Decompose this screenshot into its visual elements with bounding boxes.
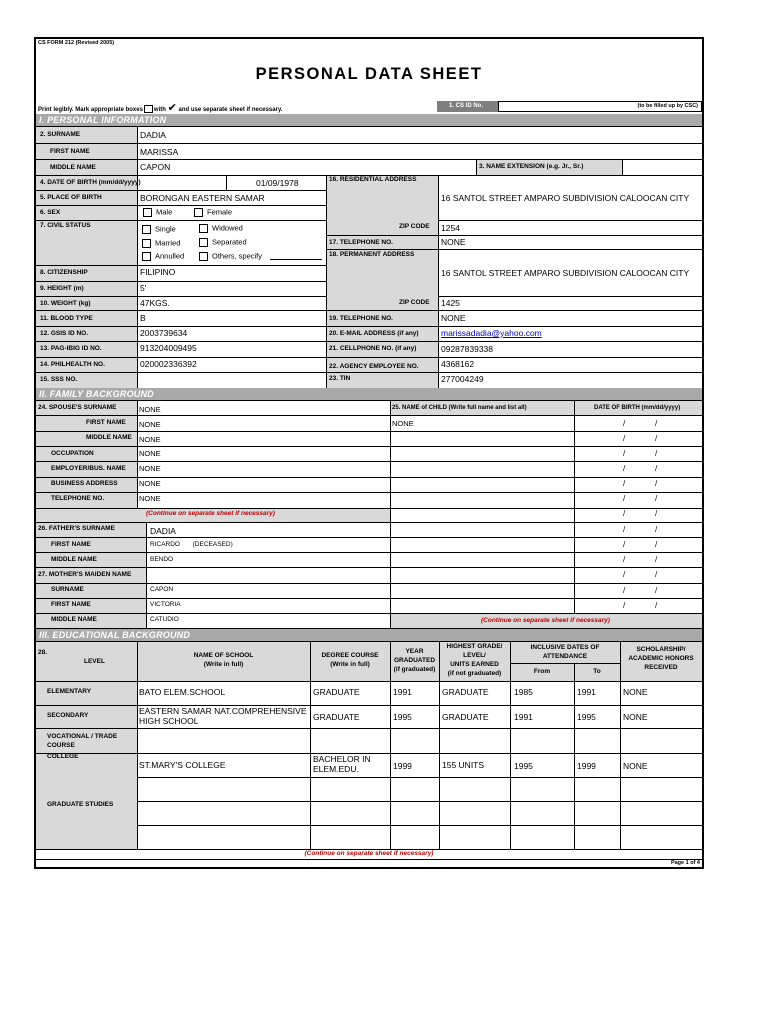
dob-slash: / bbox=[655, 479, 658, 488]
surname-field[interactable]: DADIA bbox=[140, 130, 166, 140]
dob-slash: / bbox=[623, 555, 626, 564]
dob-slash: / bbox=[623, 601, 626, 610]
spouse-middle-field[interactable]: NONE bbox=[139, 435, 161, 444]
dob-slash: / bbox=[623, 434, 626, 443]
checkbox-icon bbox=[142, 225, 151, 234]
dob-slash: / bbox=[623, 540, 626, 549]
dob-slash: / bbox=[623, 449, 626, 458]
elementary-to[interactable]: 1991 bbox=[577, 687, 596, 697]
pob-field[interactable]: BORONGAN EASTERN SAMAR bbox=[140, 193, 265, 203]
dob-slash: / bbox=[655, 586, 658, 595]
dob-slash: / bbox=[623, 479, 626, 488]
telephone1-label: 17. TELEPHONE NO. bbox=[329, 239, 393, 246]
dob-slash: / bbox=[623, 509, 626, 518]
section-education-title: III. EDUCATIONAL BACKGROUND bbox=[39, 630, 191, 640]
honors-header-2: ACADEMIC HONORS bbox=[628, 655, 694, 662]
child1-field[interactable]: NONE bbox=[392, 419, 414, 428]
spouse-surname-field[interactable]: NONE bbox=[139, 405, 161, 414]
dob-slash: / bbox=[623, 525, 626, 534]
dob-slash: / bbox=[655, 449, 658, 458]
res-zip-field[interactable]: 1254 bbox=[441, 223, 460, 233]
perm-zip-field[interactable]: 1425 bbox=[441, 298, 460, 308]
surname-label: 2. SURNAME bbox=[40, 131, 81, 138]
father-middle-field[interactable]: BENDO bbox=[150, 556, 174, 563]
csid-field[interactable] bbox=[498, 101, 702, 112]
civil-status-label: 7. CIVIL STATUS bbox=[40, 222, 91, 229]
secondary-to[interactable]: 1995 bbox=[577, 712, 596, 722]
section-family-header bbox=[36, 388, 702, 400]
checkmark-icon: ✔ bbox=[167, 102, 177, 114]
elementary-from[interactable]: 1985 bbox=[514, 687, 533, 697]
education-levels-bg bbox=[36, 681, 137, 849]
occupation-label: OCCUPATION bbox=[51, 450, 94, 457]
section-family-title: II. FAMILY BACKGROUND bbox=[39, 389, 154, 399]
year-header-2: GRADUATED bbox=[393, 657, 436, 664]
permanent-address-label: 18. PERMANENT ADDRESS bbox=[329, 251, 415, 258]
instructions-text-post: and use separate sheet if necessary. bbox=[178, 107, 283, 113]
dob-slash: / bbox=[655, 434, 658, 443]
occupation-field[interactable]: NONE bbox=[139, 449, 161, 458]
telephone2-field[interactable]: NONE bbox=[441, 313, 466, 323]
father-surname-label: 26. FATHER'S SURNAME bbox=[38, 525, 115, 532]
to-header: To bbox=[593, 668, 601, 675]
year-header: YEAR bbox=[405, 648, 424, 655]
elementary-school[interactable]: BATO ELEM.SCHOOL bbox=[139, 687, 226, 697]
education-continue-note: (Continue on separate sheet if necessary) bbox=[304, 850, 434, 857]
civil-single-option[interactable]: Single bbox=[142, 225, 176, 234]
civil-annulled-option[interactable]: Annulled bbox=[142, 252, 184, 261]
dob-slash: / bbox=[655, 570, 658, 579]
sex-label: 6. SEX bbox=[40, 209, 61, 216]
pagibig-field[interactable]: 913204009495 bbox=[140, 343, 197, 353]
elementary-degree[interactable]: GRADUATE bbox=[313, 687, 360, 697]
middle-name-field[interactable]: CAPON bbox=[140, 162, 171, 172]
agency-employee-field[interactable]: 4368162 bbox=[441, 359, 475, 369]
civil-separated-option[interactable]: Separated bbox=[199, 238, 247, 247]
residential-address-field[interactable]: 16 SANTOL STREET AMPARO SUBDIVISION CALOOCAN CITY bbox=[441, 193, 690, 203]
gsis-label: 12. GSIS ID NO. bbox=[40, 330, 89, 337]
weight-label: 10. WEIGHT (kg) bbox=[40, 300, 91, 307]
csid-note: (to be filled up by CSC) bbox=[637, 103, 698, 109]
secondary-degree[interactable]: GRADUATE bbox=[313, 712, 360, 722]
checkbox-icon bbox=[142, 239, 151, 248]
instructions bbox=[38, 103, 282, 114]
elementary-honors[interactable]: NONE bbox=[623, 687, 648, 697]
elementary-year[interactable]: 1991 bbox=[393, 687, 412, 697]
dob-slash: / bbox=[623, 419, 626, 428]
father-first-field[interactable]: RICARDO (DECEASED) bbox=[150, 541, 233, 548]
page-title: PERSONAL DATA SHEET bbox=[255, 65, 483, 83]
spouse-continue-note: (Continue on separate sheet if necessary) bbox=[146, 510, 275, 517]
section-personal-header bbox=[36, 114, 702, 126]
dob-slash: / bbox=[655, 509, 658, 518]
instructions-text: Print legibly. Mark appropriate boxes bbox=[38, 107, 143, 113]
level-graduate: GRADUATE STUDIES bbox=[47, 801, 114, 808]
cellphone-field[interactable]: 09287839338 bbox=[441, 344, 494, 354]
email-label: 20. E-MAIL ADDRESS (if any) bbox=[329, 330, 419, 337]
grade-header-4: (if not graduated) bbox=[447, 670, 502, 677]
mother-surname-label: SURNAME bbox=[51, 586, 84, 593]
email-field[interactable]: marissadadia@yahoo.com bbox=[441, 328, 542, 338]
dob-slash: / bbox=[623, 464, 626, 473]
secondary-school[interactable]: EASTERN SAMAR NAT.COMPREHENSIVE HIGH SCHOOL bbox=[139, 706, 307, 726]
child-name-label: 25. NAME of CHILD (Write full name and list all) bbox=[392, 405, 527, 411]
secondary-grade[interactable]: GRADUATE bbox=[442, 712, 489, 722]
mother-middle-field[interactable]: CATUDIO bbox=[150, 616, 179, 623]
degree-header-2: (Write in full) bbox=[330, 661, 370, 668]
first-name-field[interactable]: MARISSA bbox=[140, 147, 179, 157]
form-id: CS FORM 212 (Revised 2005) bbox=[38, 40, 115, 46]
dob-slash: / bbox=[655, 555, 658, 564]
personal-data-sheet bbox=[34, 37, 704, 869]
dob-field[interactable]: 01/09/1978 bbox=[256, 178, 299, 188]
secondary-from[interactable]: 1991 bbox=[514, 712, 533, 722]
year-header-3: (if graduated) bbox=[393, 666, 436, 673]
pob-label: 5. PLACE OF BIRTH bbox=[40, 194, 102, 201]
grade-header-3: UNITS EARNED bbox=[450, 661, 499, 668]
level-header: LEVEL bbox=[84, 658, 105, 665]
honors-header-3: RECEIVED bbox=[644, 664, 678, 671]
school-header-2: (Write in full) bbox=[203, 661, 244, 668]
name-extension-label: 3. NAME EXTENSION (e.g. Jr., Sr.) bbox=[479, 163, 584, 170]
level-elementary: ELEMENTARY bbox=[47, 688, 92, 695]
college-from[interactable]: 1995 bbox=[514, 761, 533, 771]
tin-field[interactable]: 277004249 bbox=[441, 374, 484, 384]
dob-slash: / bbox=[655, 601, 658, 610]
spouse-telephone-label: TELEPHONE NO. bbox=[51, 495, 105, 502]
checkbox-icon bbox=[143, 208, 152, 217]
height-label: 9. HEIGHT (m) bbox=[40, 285, 84, 292]
level-vocational: VOCATIONAL / TRADE COURSE bbox=[47, 733, 118, 749]
dates-header-2: ATTENDANCE bbox=[542, 653, 588, 660]
civil-others-option[interactable]: Others, specify bbox=[199, 252, 262, 261]
grade-header-2: LEVEL/ bbox=[463, 652, 486, 659]
business-address-label: BUSINESS ADDRESS bbox=[51, 480, 118, 487]
blood-type-field[interactable]: B bbox=[140, 313, 146, 323]
dob-slash: / bbox=[655, 464, 658, 473]
level-college: COLLEGE bbox=[47, 753, 79, 760]
mother-surname-field[interactable]: CAPON bbox=[150, 586, 174, 593]
employer-label: EMPLOYER/BUS. NAME bbox=[51, 465, 126, 472]
section-personal-title: I. PERSONAL INFORMATION bbox=[39, 115, 167, 125]
checkbox-icon bbox=[194, 208, 203, 217]
dob-slash: / bbox=[655, 494, 658, 503]
spouse-telephone-field[interactable]: NONE bbox=[139, 494, 161, 503]
dob-slash: / bbox=[655, 419, 658, 428]
grade-header: HIGHEST GRADE/ bbox=[446, 643, 503, 650]
college-school[interactable]: ST.MARY'S COLLEGE bbox=[139, 760, 226, 770]
spouse-first-field[interactable]: NONE bbox=[139, 420, 161, 429]
mother-first-field[interactable]: VICTORIA bbox=[150, 601, 181, 608]
checkbox-sample-icon bbox=[144, 105, 153, 113]
checkbox-icon bbox=[199, 252, 208, 261]
residential-address-label: 16. RESIDENTIAL ADDRESS bbox=[329, 176, 417, 183]
from-header: From bbox=[533, 668, 551, 675]
pagibig-label: 13. PAG-IBIG ID NO. bbox=[40, 345, 102, 352]
weight-field[interactable]: 47KGS. bbox=[140, 298, 170, 308]
dob-slash: / bbox=[655, 525, 658, 534]
telephone1-field[interactable]: NONE bbox=[441, 237, 466, 247]
dob-slash: / bbox=[655, 540, 658, 549]
business-address-field[interactable]: NONE bbox=[139, 479, 161, 488]
college-year[interactable]: 1999 bbox=[393, 761, 412, 771]
degree-header: DEGREE COURSE bbox=[321, 652, 379, 659]
checkbox-icon bbox=[199, 224, 208, 233]
citizenship-field[interactable]: FILIPINO bbox=[140, 267, 176, 277]
dates-header: INCLUSIVE DATES OF bbox=[530, 644, 600, 651]
dob-slash: / bbox=[623, 494, 626, 503]
cellphone-label: 21. CELLPHONE NO. (if any) bbox=[329, 345, 417, 352]
school-header: NAME OF SCHOOL bbox=[193, 652, 254, 659]
civil-married-option[interactable]: Married bbox=[142, 239, 180, 248]
philhealth-field[interactable]: 020002336392 bbox=[140, 359, 197, 369]
secondary-year[interactable]: 1995 bbox=[393, 712, 412, 722]
permanent-address-field[interactable]: 16 SANTOL STREET AMPARO SUBDIVISION CALOOCAN CITY bbox=[441, 268, 690, 278]
instructions-with-text: with bbox=[153, 107, 166, 113]
res-zip-label: ZIP CODE bbox=[399, 223, 430, 230]
mother-first-label: FIRST NAME bbox=[51, 601, 91, 608]
dob-slash: / bbox=[623, 570, 626, 579]
college-grade[interactable]: 155 UNITS bbox=[442, 760, 485, 770]
education-num: 28. bbox=[38, 649, 48, 656]
sex-female-option[interactable]: Female bbox=[194, 208, 232, 217]
page-number: Page 1 of 4 bbox=[670, 860, 700, 866]
civil-widowed-option[interactable]: Widowed bbox=[199, 224, 243, 233]
perm-zip-label: ZIP CODE bbox=[399, 299, 430, 306]
child-dob-label: DATE OF BIRTH (mm/dd/yyyy) bbox=[594, 405, 681, 411]
blood-type-label: 11. BLOOD TYPE bbox=[40, 315, 93, 322]
elementary-grade[interactable]: GRADUATE bbox=[442, 687, 489, 697]
agency-employee-label: 22. AGENCY EMPLOYEE NO. bbox=[329, 363, 419, 370]
dob-slash: / bbox=[623, 586, 626, 595]
citizenship-label: 8. CITIZENSHIP bbox=[40, 269, 88, 276]
first-name-label: FIRST NAME bbox=[50, 148, 90, 155]
height-field[interactable]: 5' bbox=[140, 283, 147, 293]
employer-field[interactable]: NONE bbox=[139, 464, 161, 473]
tin-label: 23. TIN bbox=[329, 375, 351, 382]
level-secondary: SECONDARY bbox=[47, 712, 89, 719]
college-degree[interactable]: BACHELOR IN ELEM.EDU. bbox=[313, 754, 371, 774]
mother-maiden-label: 27. MOTHER'S MAIDEN NAME bbox=[38, 571, 132, 578]
middle-name-label: MIDDLE NAME bbox=[50, 164, 96, 171]
child-continue-note: (Continue on separate sheet if necessary) bbox=[481, 617, 610, 624]
father-first-label: FIRST NAME bbox=[51, 541, 91, 548]
father-surname-field[interactable]: DADIA bbox=[150, 526, 176, 536]
college-honors[interactable]: NONE bbox=[623, 761, 648, 771]
honors-header: SCHOLARSHIP/ bbox=[636, 646, 686, 653]
dob-label: 4. DATE OF BIRTH (mm/dd/yyyy) bbox=[40, 179, 141, 186]
spouse-surname-label: 24. SPOUSE'S SURNAME bbox=[38, 404, 117, 411]
csid-label-cell bbox=[437, 101, 498, 112]
sex-male-option[interactable]: Male bbox=[143, 208, 172, 217]
mother-middle-label: MIDDLE NAME bbox=[51, 616, 97, 623]
father-middle-label: MIDDLE NAME bbox=[51, 556, 97, 563]
telephone2-label: 19. TELEPHONE NO. bbox=[329, 315, 393, 322]
college-to[interactable]: 1999 bbox=[577, 761, 596, 771]
gsis-field[interactable]: 2003739634 bbox=[140, 328, 188, 338]
section-education-header bbox=[36, 629, 702, 641]
checkbox-icon bbox=[199, 238, 208, 247]
sss-label: 15. SSS NO. bbox=[40, 376, 78, 383]
spouse-middle-label: MIDDLE NAME bbox=[86, 434, 132, 441]
spouse-first-label: FIRST NAME bbox=[86, 419, 126, 426]
secondary-honors[interactable]: NONE bbox=[623, 712, 648, 722]
philhealth-label: 14. PHILHEALTH NO. bbox=[40, 361, 105, 368]
csid-label: 1. CS ID No. bbox=[449, 103, 484, 109]
checkbox-icon bbox=[142, 252, 151, 261]
